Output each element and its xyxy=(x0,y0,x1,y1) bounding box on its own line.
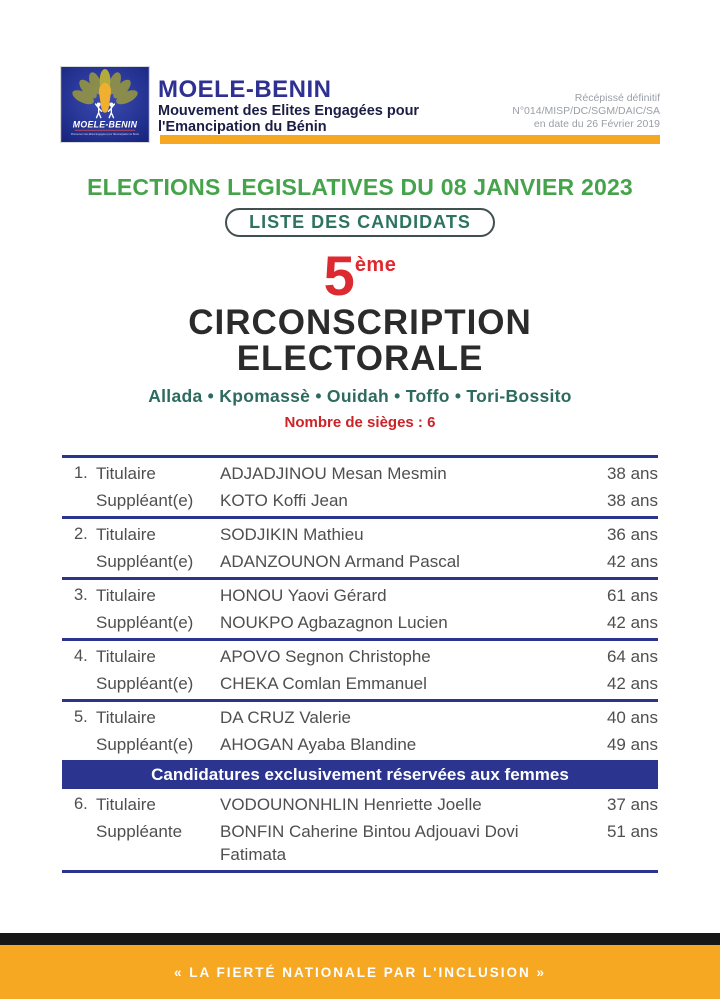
candidate-name: DA CRUZ Valerie xyxy=(220,708,351,728)
candidate-row xyxy=(62,487,658,514)
district-title-line1: CIRCONSCRIPTION xyxy=(188,303,532,342)
candidate-entry xyxy=(62,789,658,870)
candidate-name: SODJIKIN Mathieu xyxy=(220,525,364,545)
list-label-wrap xyxy=(0,208,720,237)
candidate-age: 42 ans xyxy=(606,613,658,633)
candidate-age: 38 ans xyxy=(606,464,658,484)
party-subtitle-line1: Mouvement des Elites Engagées pour xyxy=(158,103,420,119)
candidate-row xyxy=(62,670,658,697)
list-label-badge: LISTE DES CANDIDATS xyxy=(225,208,495,237)
women-banner: Candidatures exclusivement réservées aux femmes xyxy=(62,760,658,789)
candidate-role: Titulaire xyxy=(96,647,156,667)
candidate-age: 49 ans xyxy=(606,735,658,755)
party-logo xyxy=(60,66,150,143)
candidate-number: 1. xyxy=(74,464,88,483)
candidate-role: Titulaire xyxy=(96,464,156,484)
district-number-suffix: ème xyxy=(354,254,397,276)
party-subtitle xyxy=(158,103,419,135)
header-orange-bar xyxy=(160,135,660,144)
candidate-role: Suppléant(e) xyxy=(96,735,194,755)
candidate-row xyxy=(62,731,658,758)
candidate-role: Suppléant(e) xyxy=(96,613,194,633)
party-subtitle-line2: l'Emancipation du Bénin xyxy=(158,119,327,136)
candidate-row xyxy=(62,643,658,670)
candidate-row xyxy=(62,548,658,575)
candidate-row xyxy=(62,704,658,731)
district-number xyxy=(0,244,720,307)
candidate-age: 38 ans xyxy=(606,491,658,511)
candidate-name: CHEKA Comlan Emmanuel xyxy=(220,674,427,694)
candidate-role: Suppléant(e) xyxy=(96,491,194,511)
candidate-age: 64 ans xyxy=(606,647,658,667)
receipt-line1: Récépissé définitif xyxy=(574,92,660,104)
candidate-row xyxy=(62,460,658,487)
candidate-name: AHOGAN Ayaba Blandine xyxy=(220,735,417,755)
receipt-note xyxy=(512,92,660,131)
candidate-number: 4. xyxy=(74,647,88,666)
candidate-number: 2. xyxy=(74,525,88,544)
candidate-number: 3. xyxy=(74,586,88,605)
candidate-name: HONOU Yaovi Gérard xyxy=(220,586,387,606)
receipt-line2: N°014/MISP/DC/SGM/DAIC/SA xyxy=(512,105,660,118)
candidate-row xyxy=(62,609,658,636)
candidate-row xyxy=(62,582,658,609)
candidate-age: 40 ans xyxy=(606,708,658,728)
candidate-role: Suppléant(e) xyxy=(96,552,194,572)
candidate-name: APOVO Segnon Christophe xyxy=(220,647,431,667)
party-logo-emblem-icon xyxy=(61,67,149,142)
candidate-name: ADJADJINOU Mesan Mesmin xyxy=(220,464,447,484)
district-title xyxy=(0,305,720,377)
candidate-row xyxy=(62,791,658,818)
election-title: ELECTIONS LEGISLATIVES DU 08 JANVIER 2023 xyxy=(87,174,633,200)
candidate-entry xyxy=(62,455,658,516)
receipt-line3: en date du 26 Février 2019 xyxy=(533,118,660,131)
candidate-number: 6. xyxy=(74,795,88,814)
candidate-role: Titulaire xyxy=(96,525,156,545)
candidate-name: NOUKPO Agbazagnon Lucien xyxy=(220,613,448,633)
candidate-row xyxy=(62,521,658,548)
candidate-name: BONFIN Caherine Bintou Adjouavi Dovi Fatimata xyxy=(220,822,519,865)
communes-list: Allada • Kpomassè • Ouidah • Toffo • Tori-Bossito xyxy=(148,386,572,407)
header xyxy=(0,0,720,150)
candidate-role: Suppléante xyxy=(96,822,183,842)
candidate-entry xyxy=(62,699,658,760)
footer-slogan: « LA FIERTÉ NATIONALE PAR L'INCLUSION » xyxy=(174,964,546,980)
candidate-role: Titulaire xyxy=(96,795,156,815)
district-title-line2: ELECTORALE xyxy=(236,339,484,379)
candidate-entry xyxy=(62,577,658,638)
candidate-entry xyxy=(62,638,658,699)
candidate-name: ADANZOUNON Armand Pascal xyxy=(220,552,460,572)
footer-black-bar xyxy=(0,933,720,945)
candidate-age: 42 ans xyxy=(606,552,658,572)
candidate-age: 42 ans xyxy=(606,674,658,694)
candidate-age: 51 ans xyxy=(606,822,658,842)
seats-count: Nombre de sièges : 6 xyxy=(284,414,436,432)
logo-caption: Mouvement des Elites Engagées pour l'Emancipation du Bénin xyxy=(70,132,140,137)
footer xyxy=(0,933,720,999)
candidate-name: KOTO Koffi Jean xyxy=(220,491,348,511)
party-name: MOELE-BENIN xyxy=(158,76,332,103)
logo-wordmark: MOELE-BENIN xyxy=(72,119,138,130)
candidate-age: 36 ans xyxy=(606,525,658,545)
candidate-name: VODOUNONHLIN Henriette Joelle xyxy=(220,795,482,815)
candidate-role: Titulaire xyxy=(96,586,156,606)
candidate-age: 37 ans xyxy=(606,795,658,815)
candidate-list xyxy=(62,455,658,873)
candidate-age: 61 ans xyxy=(606,586,658,606)
candidate-entry xyxy=(62,516,658,577)
candidate-role: Suppléant(e) xyxy=(96,674,194,694)
footer-orange-bar xyxy=(0,945,720,999)
candidate-row xyxy=(62,818,658,868)
district-number-digit: 5 xyxy=(323,244,355,307)
candidate-number: 5. xyxy=(74,708,88,727)
candidate-role: Titulaire xyxy=(96,708,156,728)
